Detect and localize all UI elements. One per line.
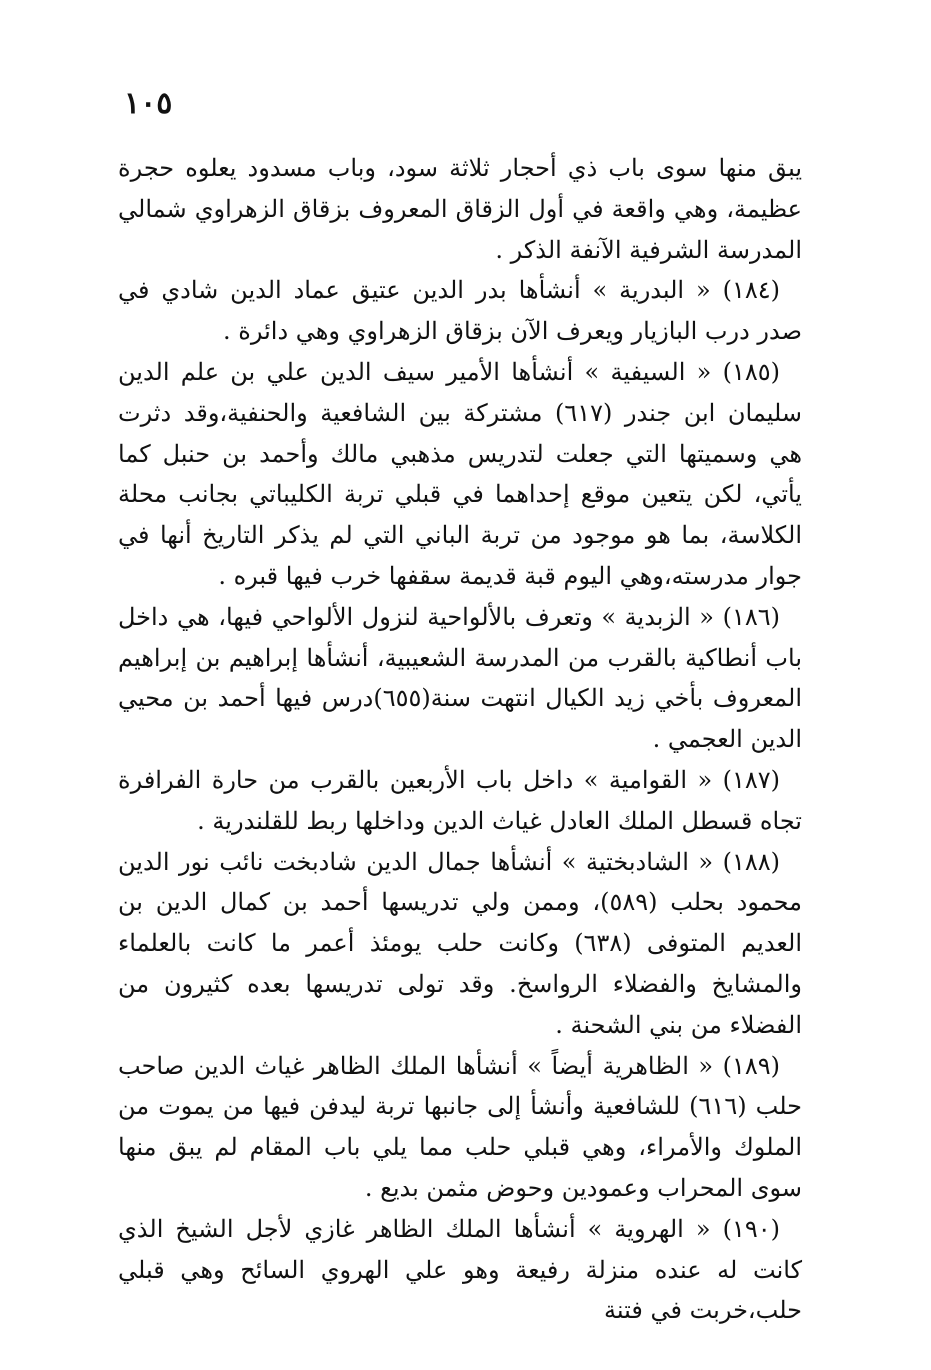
page-number: ١٠٥ xyxy=(124,86,173,121)
paragraph-continuation: يبق منها سوى باب ذي أحجار ثلاثة سود، وباب مسدود يعلوه حجرة عظيمة، وهي واقعة في أول الزقاق المعروف بزقاق الزهراوي شمالي المدرسة الشرفية الآنفة الذكر . xyxy=(118,154,802,264)
entry-189-zahiriyya: (١٨٩) « الظاهرية أيضاً » أنشأها الملك الظاهر غياث الدين صاحب حلب (٦١٦) للشافعية وأنشأ إلى جانبها تربة ليدفن فيها من يموت من الملوك والأمراء، وهي قبلي حلب مما يلي باب المقام لم يبق منها سوى المحراب وعمودين وحوض مثمن بديع . xyxy=(118,1051,802,1202)
entry-186-zabdiyya: (١٨٦) « الزبدية » وتعرف بالألواحية لنزول الألواحي فيها، هي داخل باب أنطاكية بالقرب من المدرسة الشعيبية، أنشأها إبراهيم بن إبراهيم المعروف بأخي زيد الكيال انتهت سنة(٦٥٥)درس فيها أحمد بن محيي الدين العجمي . xyxy=(118,602,803,754)
entry-190-harawiyya: (١٩٠) « الهروية » أنشأها الملك الظاهر غازي لأجل الشيخ الذي كانت له عنده منزلة رفيعة وهو علي الهروي السائح وهي قبلي حلب،خربت في فتنة xyxy=(118,1214,802,1325)
entry-188-shadbakhtiyya: (١٨٨) « الشادبختية » أنشأها جمال الدين شادبخت نائب نور الدين محمود بحلب (٥٨٩)، وممن ولي تدريسها أحمد بن كمال الدين بن العديم المتوفى (٦٣٨) وكانت حلب يومئذ أعمر ما كانت بالعلماء والمشايخ والفضلاء الرواسخ. وقد تولى تدريسها بعده كثيرون من الفضلاء من بني الشحنة . xyxy=(118,847,802,1039)
entry-184-badriyya: (١٨٤) « البدرية » أنشأها بدر الدين عتيق عماد الدين شادي في صدر درب البازيار ويعرف الآن بزقاق الزهراوي وهي دائرة . xyxy=(118,276,802,346)
body-text xyxy=(118,148,802,1331)
entry-187-qawamiyya: (١٨٧) « القوامية » داخل باب الأربعين بالقرب من حارة الفرافرة تجاه قسطل الملك العادل غياث الدين وداخلها ربط للقلندرية . xyxy=(118,765,802,835)
entry-185-sayfiyya: (١٨٥) « السيفية » أنشأها الأمير سيف الدين علي بن علم الدين سليمان ابن جندر (٦١٧) مشتركة بين الشافعية والحنفية،وقد دثرت هي وسميتها التي جعلت لتدريس مذهبي مالك وأحمد بن حنبل كما يأتي، لكن يتعين موقع إحداهما في قبلي تربة الكليباتي بجانب محلة الكلاسة، بما هو موجود من تربة الباني التي لم يذكر التاريخ أنها في جوار مدرسته،وهي اليوم قبة قديمة سقفها خرب فيها قبره . xyxy=(118,357,802,590)
